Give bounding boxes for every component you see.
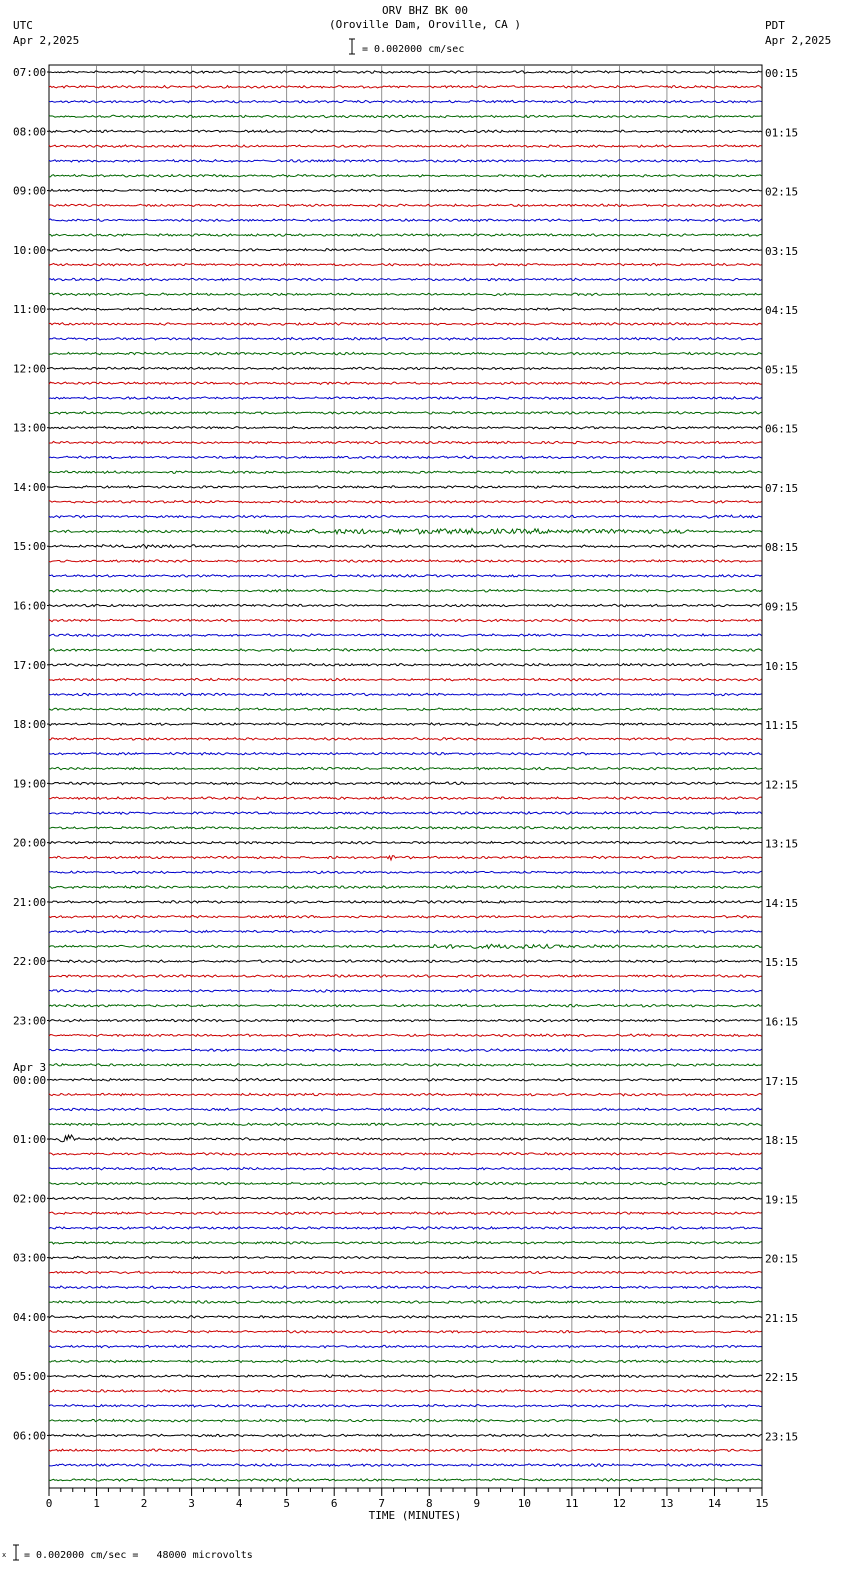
trace-line [49,619,762,622]
x-tick-label: 8 [425,1497,433,1510]
trace-line [49,767,762,770]
x-tick-label: 5 [283,1497,290,1510]
left-hour-label: 15:00 [13,540,47,554]
trace-line [49,115,762,118]
left-hour-label: 12:00 [13,362,47,376]
left-timezone: UTC [13,19,33,32]
trace-line [49,901,762,904]
trace-line [49,1197,762,1200]
left-hour-label: 05:00 [13,1370,47,1384]
x-tick-label: 15 [755,1497,769,1510]
trace-line [49,308,762,310]
left-date-change-label: Apr 3 [13,1060,47,1074]
right-hour-label: 14:15 [765,896,799,910]
trace-line [49,664,762,667]
trace-line [49,1464,762,1467]
trace-line [49,249,762,251]
left-hour-label: 06:00 [13,1429,47,1443]
right-hour-label: 07:15 [765,481,799,495]
trace-line [49,1390,762,1392]
right-hour-label: 00:15 [765,67,799,80]
trace-line [49,841,762,844]
x-axis-label: TIME (MINUTES) [368,1509,462,1522]
trace-line [49,174,762,177]
right-hour-label: 23:15 [765,1430,799,1444]
trace-line [49,827,762,830]
trace-line [49,1093,762,1096]
left-hour-label: 10:00 [13,243,47,257]
trace-line [49,1019,762,1022]
right-hour-label: 17:15 [765,1074,799,1088]
right-hour-label: 08:15 [765,541,799,555]
x-tick-label: 13 [660,1497,674,1510]
trace-line [49,797,762,800]
left-hour-label: 04:00 [13,1310,47,1324]
trace-line [49,752,762,755]
trace-line [49,278,762,280]
trace-line [49,1449,762,1452]
right-hour-label: 01:15 [765,126,799,140]
trace-line [49,160,762,163]
right-hour-label: 05:15 [765,363,799,377]
trace-line [49,1034,762,1037]
right-hour-label: 19:15 [765,1193,799,1207]
trace-line [49,234,762,237]
right-hour-label: 02:15 [765,185,799,199]
trace-line [49,471,762,474]
trace-line [49,529,762,534]
trace-line [49,1434,762,1437]
left-hour-label: 01:00 [13,1133,47,1147]
svg-text:x: x [2,1551,7,1559]
trace-line [49,486,762,489]
left-hour-label: 20:00 [13,836,47,850]
trace-line [49,575,762,578]
trace-line [49,738,762,741]
trace-line [49,412,762,415]
trace-line [49,100,762,103]
left-hour-label: 22:00 [13,955,47,969]
trace-line [49,1256,762,1258]
x-tick-label: 11 [565,1497,579,1510]
trace-line [49,1123,762,1126]
trace-line [49,812,762,815]
trace-line [49,604,762,607]
trace-line [49,560,762,563]
trace-line [49,145,762,148]
right-hour-label: 09:15 [765,600,799,614]
trace-line [49,782,762,785]
trace-line [49,856,762,860]
right-timezone: PDT [765,19,785,32]
station-title: ORV BHZ BK 00 [381,4,469,17]
left-hour-label: 09:00 [13,184,47,198]
trace-line [49,990,762,993]
trace-line [49,1479,762,1482]
trace-line [49,1153,762,1156]
trace-line [49,944,762,948]
trace-line [49,263,762,266]
trace-line [49,930,762,932]
trace-line [49,1330,762,1333]
right-hour-label: 16:15 [765,1015,799,1029]
trace-line [49,1345,762,1348]
right-hour-label: 22:15 [765,1371,799,1385]
trace-line [49,397,762,400]
right-date: Apr 2,2025 [765,34,832,47]
x-tick-label: 7 [378,1497,386,1510]
x-tick-label: 12 [612,1497,627,1510]
left-hour-label: 16:00 [13,599,47,613]
x-tick-label: 4 [235,1497,243,1510]
left-hour-label: 18:00 [13,718,47,732]
left-hour-label: 11:00 [13,303,47,317]
trace-line [49,1108,762,1110]
trace-line [49,352,762,355]
trace-line [49,1316,762,1319]
trace-line [49,1360,762,1363]
trace-line [49,204,762,207]
left-hour-label: 03:00 [13,1251,47,1265]
left-hour-label: 13:00 [13,421,47,435]
footer-scale-icon [2,1543,22,1563]
trace-line [49,1182,762,1185]
right-hour-label: 11:15 [765,719,799,733]
right-hour-label: 04:15 [765,304,799,318]
trace-line [49,1212,762,1215]
left-hour-label: 02:00 [13,1192,47,1206]
x-tick-label: 2 [140,1497,148,1510]
trace-line [49,426,762,429]
trace-line [49,1405,762,1408]
trace-line [49,515,762,518]
left-hour-label: 21:00 [13,895,47,909]
right-hour-label: 03:15 [765,244,799,258]
trace-line [49,130,762,133]
trace-line [49,960,762,963]
trace-line [49,649,762,652]
trace-line [49,323,762,326]
trace-line [49,1004,762,1007]
trace-line [49,382,762,385]
trace-line [49,500,762,503]
right-hour-label: 21:15 [765,1311,799,1325]
trace-line [49,86,762,89]
trace-line [49,71,762,74]
trace-line [49,441,762,444]
scale-bar-icon [346,38,358,56]
trace-line [49,1286,762,1289]
trace-line [49,1375,762,1378]
x-tick-label: 1 [93,1497,100,1510]
trace-line [49,338,762,341]
trace-line [49,219,762,222]
x-tick-label: 14 [707,1497,722,1510]
footer-scale-note: = 0.002000 cm/sec = 48000 microvolts [24,1550,253,1561]
trace-line [49,1049,762,1052]
left-hour-label: 23:00 [13,1014,47,1028]
x-tick-label: 3 [188,1497,195,1510]
trace-line [49,915,762,918]
trace-line [49,708,762,711]
scale-label: = 0.002000 cm/sec [362,44,465,55]
trace-line [49,1064,762,1066]
trace-line [49,189,762,192]
right-hour-label: 06:15 [765,422,799,436]
trace-line [49,1271,762,1274]
trace-line [49,723,762,726]
right-hour-label: 12:15 [765,778,799,792]
trace-line [49,1079,762,1081]
x-axis [46,1488,769,1510]
right-hour-label: 15:15 [765,956,799,970]
left-hour-label: 08:00 [13,125,47,139]
trace-line [49,886,762,889]
trace-line [49,1135,762,1142]
left-date: Apr 2,2025 [13,34,80,47]
trace-line [49,871,762,874]
trace-line [49,589,762,592]
station-location: (Oroville Dam, Oroville, CA ) [328,18,522,31]
trace-line [49,975,762,978]
left-hour-label: 14:00 [13,480,47,494]
trace-line [49,1301,762,1304]
right-time-labels [765,67,798,1443]
left-hour-label: 17:00 [13,658,47,672]
right-hour-label: 13:15 [765,837,799,851]
plot-frame [49,65,762,1488]
trace-line [49,456,762,459]
trace-line [49,1419,762,1422]
grid-lines [49,65,762,1488]
trace-line [49,1242,762,1245]
x-tick-label: 6 [330,1497,338,1510]
x-tick-label: 9 [473,1497,481,1510]
trace-line [49,678,762,681]
x-tick-label: 0 [45,1497,53,1510]
trace-line [49,1167,762,1170]
right-hour-label: 18:15 [765,1134,799,1148]
left-hour-label: 19:00 [13,777,47,791]
trace-lines [49,71,762,1481]
left-hour-label: 00:00 [13,1073,47,1087]
trace-line [49,1227,762,1229]
left-time-labels [13,66,49,1442]
trace-line [49,367,762,370]
trace-line [49,693,762,696]
right-hour-label: 10:15 [765,659,799,673]
trace-line [49,544,762,548]
trace-line [49,293,762,296]
trace-line [49,634,762,636]
left-hour-label: 07:00 [13,66,47,79]
right-hour-label: 20:15 [765,1252,799,1266]
x-tick-label: 10 [517,1497,531,1510]
